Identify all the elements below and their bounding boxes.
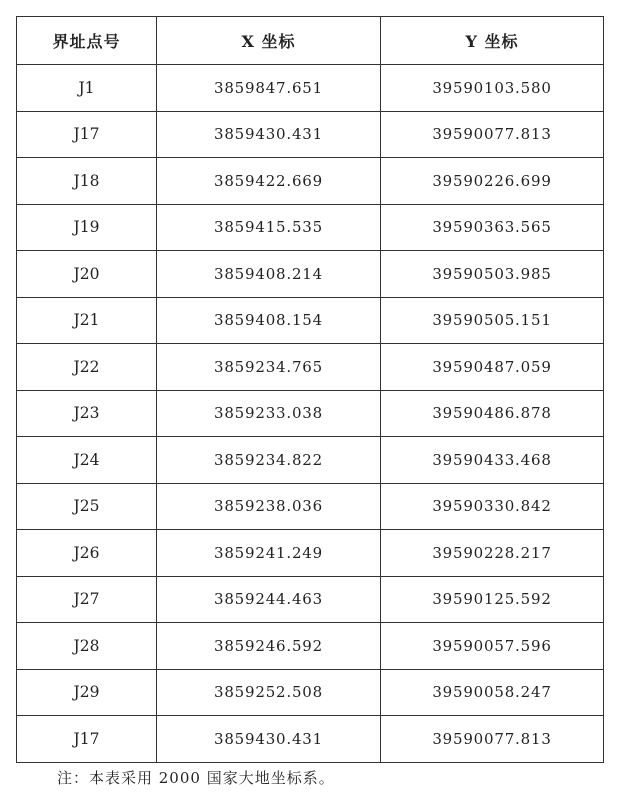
y-coordinate-cell: 39590226.699 (381, 158, 604, 205)
y-coordinate-cell: 39590057.596 (381, 623, 604, 670)
boundary-point-cell: J24 (17, 437, 157, 484)
boundary-point-cell: J17 (17, 716, 157, 763)
y-coordinate-cell: 39590103.580 (381, 65, 604, 112)
x-coordinate-cell: 3859408.214 (157, 251, 381, 298)
table-row (17, 390, 604, 437)
x-coordinate-cell: 3859241.249 (157, 530, 381, 577)
header-y-coordinate: Y 坐标 (381, 17, 604, 65)
y-coordinate-cell: 39590125.592 (381, 576, 604, 623)
table-row (17, 437, 604, 484)
x-coordinate-cell: 3859422.669 (157, 158, 381, 205)
x-coordinate-cell: 3859238.036 (157, 483, 381, 530)
boundary-point-cell: J17 (17, 111, 157, 158)
header-boundary-point-number: 界址点号 (17, 17, 157, 65)
header-x-coordinate: X 坐标 (157, 17, 381, 65)
boundary-point-cell: J19 (17, 204, 157, 251)
boundary-point-cell: J20 (17, 251, 157, 298)
boundary-point-cell: J28 (17, 623, 157, 670)
header-row (17, 17, 604, 65)
y-coordinate-cell: 39590486.878 (381, 390, 604, 437)
boundary-point-cell: J29 (17, 669, 157, 716)
boundary-point-cell: J25 (17, 483, 157, 530)
boundary-point-cell: J27 (17, 576, 157, 623)
x-coordinate-cell: 3859246.592 (157, 623, 381, 670)
y-coordinate-cell: 39590330.842 (381, 483, 604, 530)
table-row (17, 344, 604, 391)
table-body (17, 65, 604, 763)
table-header (17, 17, 604, 65)
y-coordinate-cell: 39590487.059 (381, 344, 604, 391)
x-coordinate-cell: 3859252.508 (157, 669, 381, 716)
boundary-point-cell: J1 (17, 65, 157, 112)
table-row (17, 530, 604, 577)
y-coordinate-cell: 39590058.247 (381, 669, 604, 716)
table-row (17, 576, 604, 623)
boundary-point-cell: J26 (17, 530, 157, 577)
y-coordinate-cell: 39590433.468 (381, 437, 604, 484)
x-coordinate-cell: 3859234.765 (157, 344, 381, 391)
y-coordinate-cell: 39590363.565 (381, 204, 604, 251)
boundary-point-cell: J21 (17, 297, 157, 344)
x-coordinate-cell: 3859847.651 (157, 65, 381, 112)
table-row (17, 297, 604, 344)
y-coordinate-cell: 39590077.813 (381, 716, 604, 763)
x-coordinate-cell: 3859234.822 (157, 437, 381, 484)
x-coordinate-cell: 3859430.431 (157, 111, 381, 158)
y-coordinate-cell: 39590228.217 (381, 530, 604, 577)
boundary-point-cell: J23 (17, 390, 157, 437)
y-coordinate-cell: 39590505.151 (381, 297, 604, 344)
x-coordinate-cell: 3859408.154 (157, 297, 381, 344)
x-coordinate-cell: 3859430.431 (157, 716, 381, 763)
coordinate-table (16, 16, 604, 763)
table-row (17, 204, 604, 251)
table-row (17, 716, 604, 763)
table-row (17, 158, 604, 205)
table-row (17, 65, 604, 112)
boundary-point-cell: J18 (17, 158, 157, 205)
table-row (17, 483, 604, 530)
table-row (17, 623, 604, 670)
x-coordinate-cell: 3859415.535 (157, 204, 381, 251)
table-row (17, 111, 604, 158)
table-row (17, 669, 604, 716)
x-coordinate-cell: 3859244.463 (157, 576, 381, 623)
table-row (17, 251, 604, 298)
table-footnote: 注：本表采用 2000 国家大地坐标系。 (57, 769, 335, 787)
boundary-point-cell: J22 (17, 344, 157, 391)
y-coordinate-cell: 39590077.813 (381, 111, 604, 158)
x-coordinate-cell: 3859233.038 (157, 390, 381, 437)
y-coordinate-cell: 39590503.985 (381, 251, 604, 298)
